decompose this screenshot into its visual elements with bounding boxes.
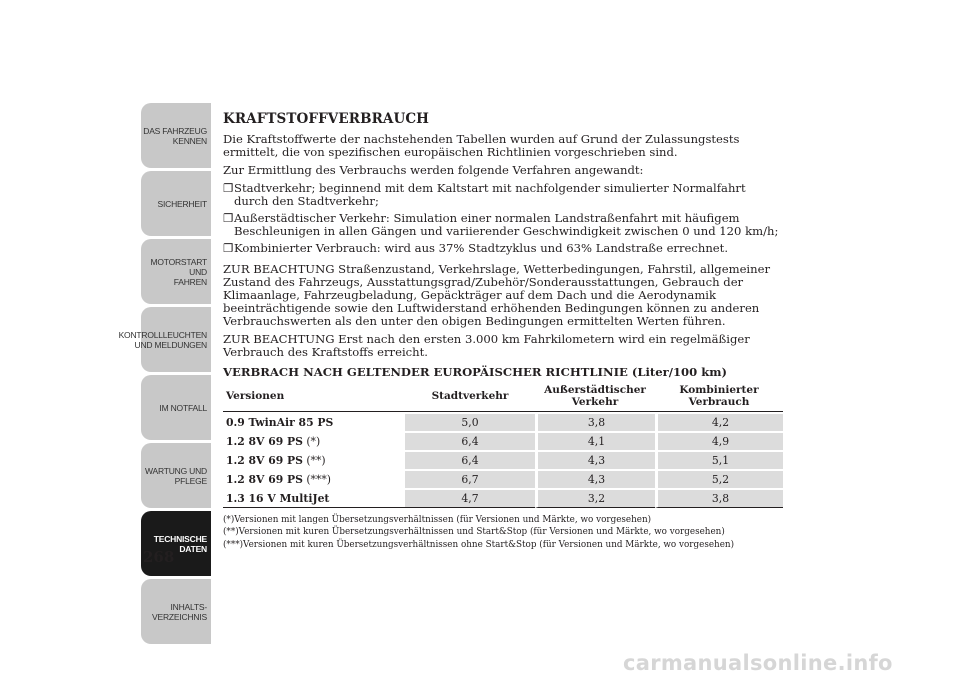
tab-label: WARTUNG UND PFLEGE [144, 465, 207, 486]
extra-urban-cell: 3,2 [535, 488, 655, 508]
bullet-item [223, 242, 783, 255]
combined-cell: 3,8 [655, 488, 783, 508]
version-name: 0.9 TwinAir 85 PS [226, 416, 334, 429]
version-suffix: (***) [302, 473, 331, 486]
tab-label: MOTORSTART UND FAHREN [150, 256, 207, 287]
city-cell: 6,4 [405, 450, 535, 469]
tab-inhaltsverzeichnis[interactable] [141, 579, 211, 644]
footnote: (*)Versionen mit langen Übersetzungsverhältnissen (für Versionen und Märkte, wo vorgesehen) [223, 515, 652, 525]
version-suffix: (*) [302, 435, 321, 448]
city-cell: 5,0 [405, 412, 535, 431]
intro-paragraph: Die Kraftstoffwerte der nachstehenden Tabellen wurden auf Grund der Zulassungstests ermittelt, die von spezifischen europäischen Richtlinien vorgeschrieben sind. [223, 132, 740, 159]
combined-cell: 4,9 [655, 431, 783, 450]
column-header: Kombinierter Verbrauch [655, 383, 783, 412]
combined-cell: 5,2 [655, 469, 783, 488]
tab-sicherheit[interactable] [141, 171, 211, 236]
procedure-intro: Zur Ermittlung des Verbrauchs werden folgende Verfahren angewandt: [223, 163, 644, 177]
extra-urban-cell: 4,3 [535, 469, 655, 488]
table-row [223, 450, 783, 469]
table-row [223, 431, 783, 450]
column-header: Außerstädtischer Verkehr [535, 383, 655, 412]
combined-cell: 5,1 [655, 450, 783, 469]
checkbox-bullet-icon: ❐ [223, 241, 234, 255]
checkbox-bullet-icon: ❐ [223, 211, 234, 225]
watermark: carmanualsonline.info [623, 651, 893, 675]
bullet-item [223, 212, 783, 238]
footnote: (***)Versionen mit kuren Übersetzungsverhältnissen ohne Start&Stop (für Versionen und Märkte, wo vorgesehen) [223, 539, 735, 550]
consumption-table [223, 383, 783, 508]
note-paragraph: ZUR BEACHTUNG Straßenzustand, Verkehrslage, Wetterbedingungen, Fahrstil, allgemeiner Zustand des Fahrzeugs, Ausstattungsgrad/Zubehör/Sonderausstattungen, Gebrauch der Klimaanlage, Fahrzeugbeladung, Gepäckträger auf dem Dach und die Aerodynamik beeinträchtigende sowie den Luftwiderstand erhöhenden Bedingungen können zu anderen Verbrauchswerten als den unter den obigen Bedingungen ermittelten Werten führen. [223, 262, 771, 328]
bullet-text: Kombinierter Verbrauch: wird aus 37% Stadtzyklus und 63% Landstraße errechnet. [234, 241, 729, 255]
city-cell: 6,7 [405, 469, 535, 488]
version-name: 1.2 8V 69 PS [226, 473, 303, 486]
tab-label: IM NOTFALL [159, 402, 207, 413]
tab-label: INHALTS- VERZEICHNIS [152, 601, 207, 622]
footnote: (**)Versionen mit kuren Übersetzungsverhältnissen und Start&Stop (für Versionen und Märkte, wo vorgesehen) [223, 527, 725, 538]
page-content [223, 111, 783, 551]
table-row [223, 412, 783, 431]
column-header: Versionen [223, 383, 405, 412]
version-name: 1.2 8V 69 PS [226, 454, 303, 467]
table-title: VERBRACH NACH GELTENDER EUROPÄISCHER RICHTLINIE (Liter/100 km) [223, 365, 728, 379]
city-cell: 4,7 [405, 488, 535, 508]
tab-im-notfall[interactable] [141, 375, 211, 440]
version-cell [223, 488, 405, 508]
tab-motorstart-und-fahren[interactable] [141, 239, 211, 304]
extra-urban-cell: 4,1 [535, 431, 655, 450]
version-cell [223, 431, 405, 450]
table-header-row [223, 383, 783, 412]
version-cell [223, 469, 405, 488]
bullet-item [223, 182, 783, 208]
note-paragraph: ZUR BEACHTUNG Erst nach den ersten 3.000 km Fahrkilometern wird ein regelmäßiger Verbrauch des Kraftstoffs erreicht. [223, 332, 750, 359]
version-name: 1.3 16 V MultiJet [226, 492, 330, 505]
checkbox-bullet-icon: ❐ [223, 181, 234, 195]
extra-urban-cell: 3,8 [535, 412, 655, 431]
version-name: 1.2 8V 69 PS [226, 435, 303, 448]
bullet-text: Stadtverkehr; beginnend mit dem Kaltstart mit nachfolgender simulierter Normalfahrt durch den Stadtverkehr; [234, 181, 746, 208]
tab-label: DAS FAHRZEUG KENNEN [143, 125, 207, 146]
version-cell [223, 450, 405, 469]
tab-label: KONTROLLLEUCHTEN UND MELDUNGEN [118, 329, 207, 350]
page-title: KRAFTSTOFFVERBRAUCH [223, 111, 430, 127]
table-row [223, 488, 783, 508]
version-suffix: (**) [302, 454, 326, 467]
tab-label: TECHNISCHE DATEN [153, 533, 207, 554]
tab-wartung-und-pflege[interactable] [141, 443, 211, 508]
tab-label: SICHERHEIT [157, 198, 207, 209]
page-number: 268 [143, 548, 175, 566]
extra-urban-cell: 4,3 [535, 450, 655, 469]
version-cell [223, 412, 405, 431]
table-row [223, 469, 783, 488]
tab-kontrollleuchten[interactable] [118, 307, 211, 372]
tab-das-fahrzeug-kennen[interactable] [141, 103, 211, 168]
footnotes [223, 514, 783, 551]
combined-cell: 4,2 [655, 412, 783, 431]
bullet-text: Außerstädtischer Verkehr: Simulation einer normalen Landstraßenfahrt mit häufigem Beschleunigen in allen Gängen und variierender Geschwindigkeit zwischen 0 und 120 km/h; [234, 211, 779, 238]
city-cell: 6,4 [405, 431, 535, 450]
column-header: Stadtverkehr [405, 383, 535, 412]
tab-technische-daten[interactable] [141, 511, 211, 576]
